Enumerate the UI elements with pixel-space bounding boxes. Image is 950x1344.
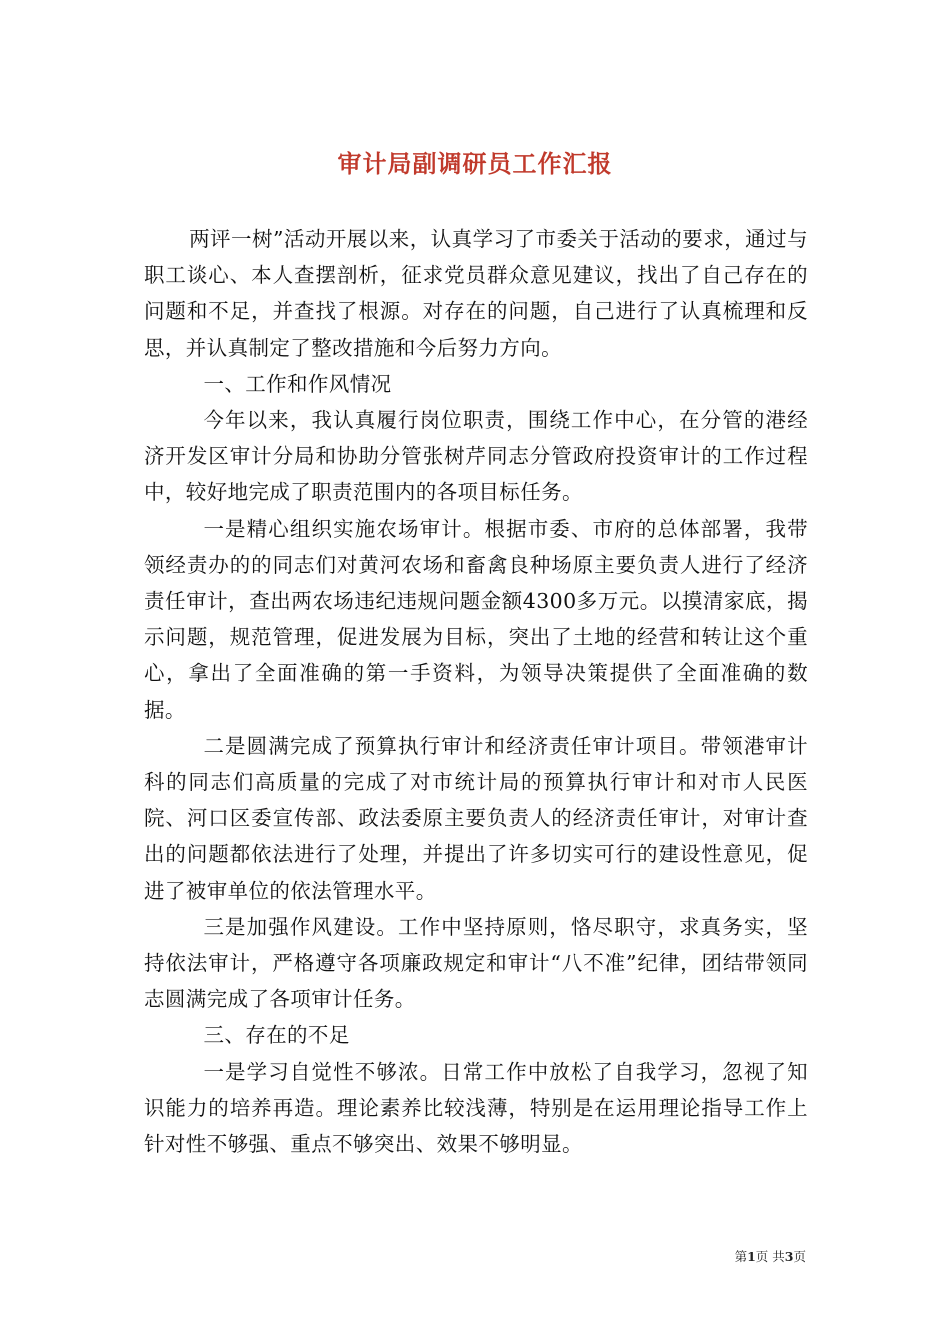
paragraph-budget-audit: 二是圆满完成了预算执行审计和经济责任审计项目。带领港审计科的同志们高质量的完成了对市统计局的预算执行审计和对市人民医院、河口区委宣传部、政法委原主要负责人的经济责任审计，对审计查出的问题都依法进行了处理，并提出了许多切实可行的建设性意见，促进了被审单位的依法管理水平。 [144, 733, 808, 903]
paragraph-work-style: 三是加强作风建设。工作中坚持原则，恪尽职守，求真务实，坚持依法审计，严格遵守各项廉政规定和审计“八不准”纪律，团结带领同志圆满完成了各项审计任务。 [144, 914, 808, 1012]
footer-suffix: 页 [793, 1249, 806, 1264]
footer-current-page: 1 [747, 1249, 756, 1264]
page-footer [735, 1248, 806, 1266]
footer-middle: 页 共 [755, 1249, 785, 1264]
document-title: 审计局副调研员工作汇报 [337, 149, 613, 179]
footer-total-pages: 3 [784, 1249, 794, 1264]
paragraph-intro: 两评一树”活动开展以来，认真学习了市委关于活动的要求，通过与职工谈心、本人查摆剖析，征求党员群众意见建议，找出了自己存在的问题和不足，并查找了根源。对存在的问题，自己进行了认真梳理和反思，并认真制定了整改措施和今后努力方向。 [144, 227, 808, 360]
paragraph-farm-audit: 一是精心组织实施农场审计。根据市委、市府的总体部署，我带领经责办的的同志们对黄河农场和畜禽良种场原主要负责人进行了经济责任审计，查出两农场违纪违规问题金额4300多万元。以摸清家底，揭示问题，规范管理，促进发展为目标，突出了土地的经营和转让这个重心，拿出了全面准确的第一手资料，为领导决策提供了全面准确的数据。 [144, 516, 808, 722]
section-heading-work-style: 一、工作和作风情况 [203, 371, 392, 396]
paragraph-work-overview: 今年以来，我认真履行岗位职责，围绕工作中心，在分管的港经济开发区审计分局和协助分管张树芹同志分管政府投资审计的工作过程中，较好地完成了职责范围内的各项目标任务。 [144, 408, 808, 505]
section-heading-shortcomings: 三、存在的不足 [203, 1023, 350, 1048]
footer-prefix: 第 [734, 1249, 748, 1264]
paragraph-learning: 一是学习自觉性不够浓。日常工作中放松了自我学习，忽视了知识能力的培养再造。理论素养比较浅薄，特别是在运用理论指导工作上针对性不够强、重点不够突出、效果不够明显。 [144, 1059, 808, 1157]
document-body [144, 221, 808, 1162]
